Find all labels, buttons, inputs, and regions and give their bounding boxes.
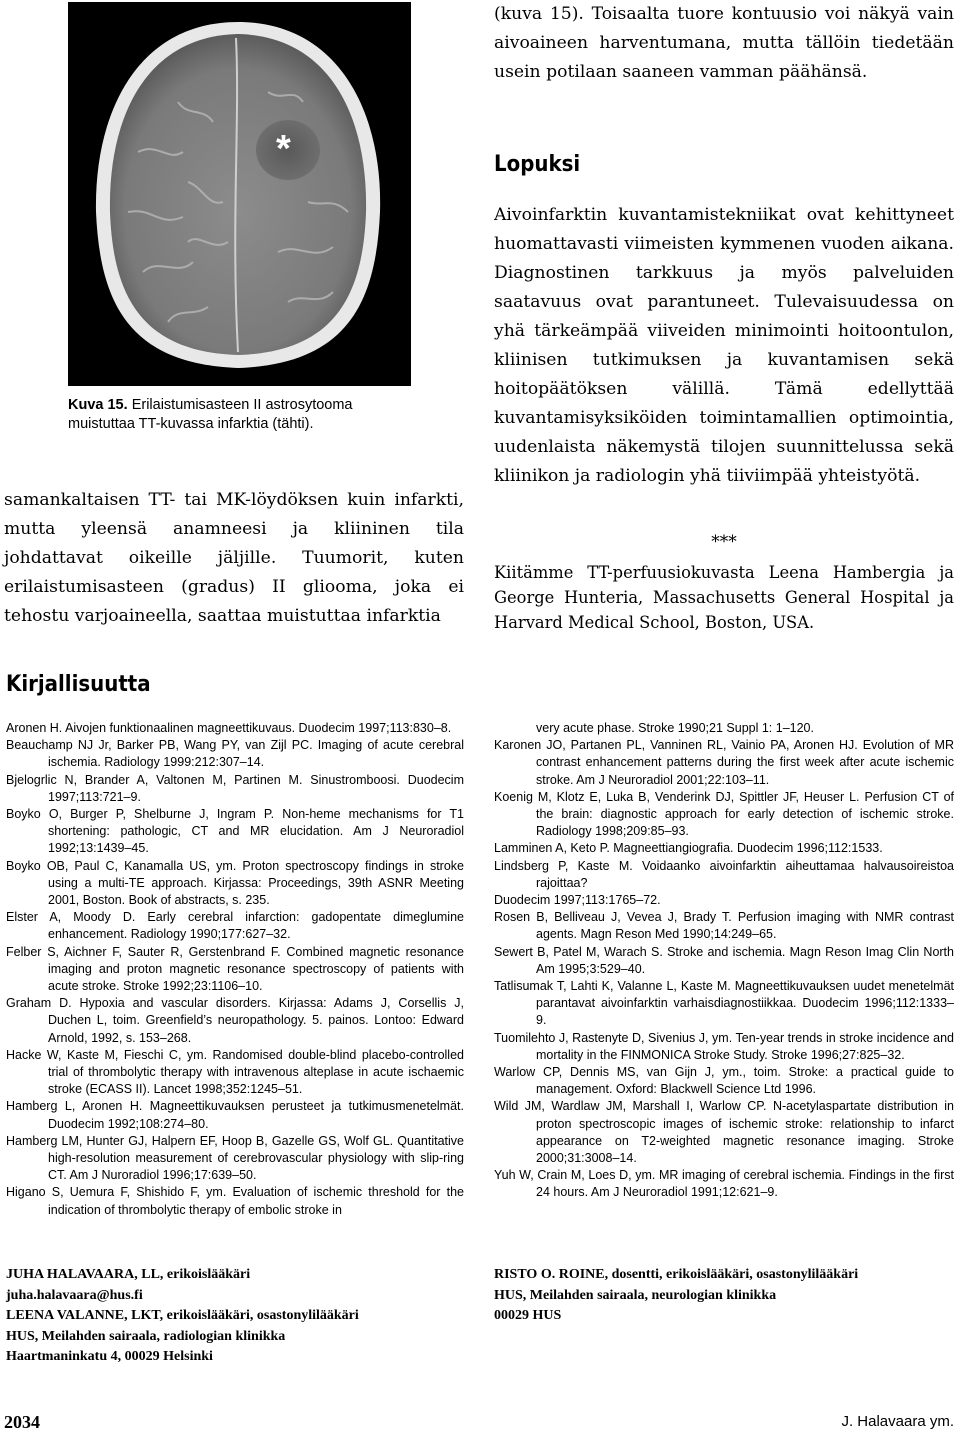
lesion-asterisk-marker: * bbox=[276, 128, 291, 170]
reference-item: Elster A, Moody D. Early cerebral infarction: gadopentate dimeglumine enhancement. Radiology 1990;177:627–32. bbox=[6, 910, 464, 942]
author-line: RISTO O. ROINE, dosentti, erikoislääkäri, osastonylilääkäri bbox=[494, 1267, 859, 1282]
author-line: HUS, Meilahden sairaala, radiologian klinikka bbox=[6, 1328, 286, 1344]
reference-item: Hacke W, Kaste M, Fieschi C, ym. Randomised double-blind placebo-controlled trial of thrombolytic therapy with intravenous alteplase in acute ischaemic stroke (ECASS II). Lancet 1998;352:1245–51. bbox=[6, 1047, 464, 1097]
references-right-column bbox=[494, 720, 954, 1202]
reference-item: very acute phase. Stroke 1990;21 Suppl 1: 1–120. bbox=[536, 721, 814, 735]
reference-item: Koenig M, Klotz E, Luka B, Venderink DJ, Spittler JF, Heuser L. Perfusion CT of the brain: diagnostic approach for early detection of ischemic stroke. Radiology 1998;209:85–93. bbox=[494, 789, 954, 839]
section-heading-references: Kirjallisuutta bbox=[6, 672, 151, 697]
reference-item: Tatlisumak T, Lahti K, Valanne L, Kaste M. Magneettikuvauksen uudet menetelmät parantavat aivoinfarktin varhaisdiagnostiikkaa. Duodecim 1996;112:1333–9. bbox=[494, 979, 954, 1028]
reference-item: Yuh W, Crain M, Loes D, ym. MR imaging of cerebral ischemia. Findings in the first 24 hours. Am J Neuroradiol 1991;12:621–9. bbox=[494, 1168, 954, 1200]
reference-item: Rosen B, Belliveau J, Vevea J, Brady T. Perfusion imaging with NMR contrast agents. Magn Reson Med 1990;14:249–65. bbox=[494, 910, 954, 942]
ct-scan-graphic bbox=[68, 2, 411, 386]
running-footer-author: J. Halavaara ym. bbox=[841, 1413, 954, 1430]
references-left-column bbox=[6, 720, 464, 1219]
right-top-paragraph bbox=[494, 0, 954, 87]
section-separator: *** bbox=[711, 532, 737, 552]
section-heading-lopuksi: Lopuksi bbox=[494, 152, 581, 177]
author-line: Haartmaninkatu 4, 00029 Helsinki bbox=[6, 1349, 213, 1364]
reference-item: Boyko OB, Paul C, Kanamalla US, ym. Proton spectroscopy findings in stroke using a multi-TE approach. Kirjassa: Proceedings, 39th ASNR Meeting 2001, Boston. Book of abstracts, s. 235. bbox=[6, 858, 464, 908]
ct-scan-image bbox=[68, 2, 411, 386]
conclusion-text: Aivoinfarktin kuvantamistekniikat ovat kehittyneet huomattavasti viimeisten kymmenen vuoden aikana. Diagnostinen tarkkuus ja myös palveluiden saatavuus ovat parantuneet. Tulevaisuudessa on yhä tärkeämpää viiveiden minimointi hoitoontulon, kliinisen tutkimuksen ja kuvantamisen sekä hoitopäätöksen välillä. Tämä edellyttää kuvantamisyksiköiden toimintamallien optimointia, uudenlaista näkemystä tilojen suunnittelussa sekä kliinikon ja radiologin yhä tiiviimpää yhteistyötä. bbox=[494, 205, 954, 486]
conclusion-paragraph bbox=[494, 201, 954, 491]
reference-item: Felber S, Aichner F, Sauter R, Gerstenbrand F. Combined magnetic resonance imaging and proton magnetic resonance spectroscopy of patients with acute stroke. Stroke 1992;23:1106–10. bbox=[6, 944, 464, 994]
reference-item: Higano S, Uemura F, Shishido F, ym. Evaluation of ischemic threshold for the indication of thrombolytic therapy of embolic stroke in bbox=[6, 1185, 464, 1217]
figure-caption bbox=[68, 396, 413, 434]
reference-item: Hamberg L, Aronen H. Magneettikuvauksen perusteet ja tutkimusmenetelmät. Duodecim 1992;108:274–80. bbox=[6, 1099, 464, 1131]
reference-item: Tuomilehto J, Rastenyte D, Sivenius J, ym. Ten-year trends in stroke incidence and mortality in the FINMONICA Stroke Study. Stroke 1996;27:825–32. bbox=[494, 1030, 954, 1062]
reference-item: Lamminen A, Keto P. Magneettiangiografia. Duodecim 1996;112:1533. bbox=[494, 841, 883, 856]
reference-item: Boyko O, Burger P, Shelburne J, Ingram P. Non-heme mechanisms for T1 shortening: pathologic, CT and MR elucidation. Am J Neuroradiol 1992;13:1439–45. bbox=[6, 807, 464, 856]
right-top-text: (kuva 15). Toisaalta tuore kontuusio voi näkyä vain aivoaineen harventumana, mutta tällöin tiedetään usein potilaan saaneen vamman päähänsä. bbox=[494, 4, 954, 82]
reference-item: Wild JM, Wardlaw JM, Marshall I, Warlow CP. N-acetylaspartate distribution in proton spectroscopic images of ischemic stroke: relationship to infarct appearance on T2-weighted magnetic resonance imaging. Stroke 2000;31:3008–14. bbox=[494, 1099, 954, 1166]
author-line: LEENA VALANNE, LKT, erikoislääkäri, osastonylilääkäri bbox=[6, 1308, 359, 1323]
reference-item: Sewert B, Patel M, Warach S. Stroke and ischemia. Magn Reson Imag Clin North Am 1995;3:529–40. bbox=[494, 944, 954, 976]
reference-item: Beauchamp NJ Jr, Barker PB, Wang PY, van Zijl PC. Imaging of acute cerebral ischemia. Radiology 1999:212:307–14. bbox=[6, 738, 464, 770]
reference-item: Bjelogrlic N, Brander A, Valtonen M, Partinen M. Sinustromboosi. Duodecim 1997;113:721–9. bbox=[6, 772, 464, 804]
reference-item: Karonen JO, Partanen PL, Vanninen RL, Vainio PA, Aronen HJ. Evolution of MR contrast enhancement patterns during the first week after acute ischemic stroke. Am J Neuroradiol 2001;22:103–11. bbox=[494, 738, 954, 787]
reference-item: Duodecim 1997;113:1765–72. bbox=[494, 893, 661, 908]
author-line: HUS, Meilahden sairaala, neurologian klinikka bbox=[494, 1287, 777, 1303]
author-line: 00029 HUS bbox=[494, 1308, 562, 1323]
figure-caption-label: Kuva 15. bbox=[68, 397, 128, 413]
acknowledgement-text: Kiitämme TT-perfuusiokuvasta Leena Hambergia ja George Hunteria, Massachusetts General Hospital ja Harvard Medical School, Boston, USA. bbox=[494, 563, 954, 632]
author-block-right bbox=[494, 1265, 954, 1327]
reference-item: Hamberg LM, Hunter GJ, Halpern EF, Hoop B, Gazelle GS, Wolf GL. Quantitative high-resolution measurement of cerebrovascular physiology with slip-ring CT. Am J Nuroradiol 1996;17:639–50. bbox=[6, 1133, 464, 1183]
reference-item: Warlow CP, Dennis MS, van Gijn J, ym., toim. Stroke: a practical guide to management. Oxford: Blackwell Science Ltd 1996. bbox=[494, 1065, 954, 1097]
author-block-left bbox=[6, 1265, 476, 1368]
left-body-paragraph bbox=[4, 486, 464, 631]
author-line: JUHA HALAVAARA, LL, erikoislääkäri bbox=[6, 1267, 251, 1282]
reference-item: Aronen H. Aivojen funktionaalinen magneettikuvaus. Duodecim 1997;113:830–8. bbox=[6, 721, 452, 735]
page-number: 2034 bbox=[4, 1412, 40, 1432]
reference-item: Graham D. Hypoxia and vascular disorders. Kirjassa: Adams J, Corsellis J, Duchen L, toim. Greenfield’s neuropathology. 5. painos. Lontoo: Edward Arnold, 1992, s. 153–268. bbox=[6, 996, 464, 1045]
author-email-link[interactable]: juha.halavaara@hus.fi bbox=[6, 1287, 143, 1303]
figure-caption-text: Erilaistumisasteen II astrosytooma muistuttaa TT-kuvassa infarktia (tähti). bbox=[68, 397, 353, 432]
reference-item: Lindsberg P, Kaste M. Voidaanko aivoinfarktin aiheuttamaa halvausoireistoa rajoittaa? bbox=[494, 858, 954, 890]
left-body-text: samankaltaisen TT- tai MK-löydöksen kuin infarkti, mutta yleensä anamneesi ja kliininen tila johdattavat oikeille jäljille. Tuumorit, kuten erilaistumisasteen (gradus) II gliooma, joka ei tehostu varjoaineella, saattaa muistuttaa infarktia bbox=[4, 490, 464, 626]
